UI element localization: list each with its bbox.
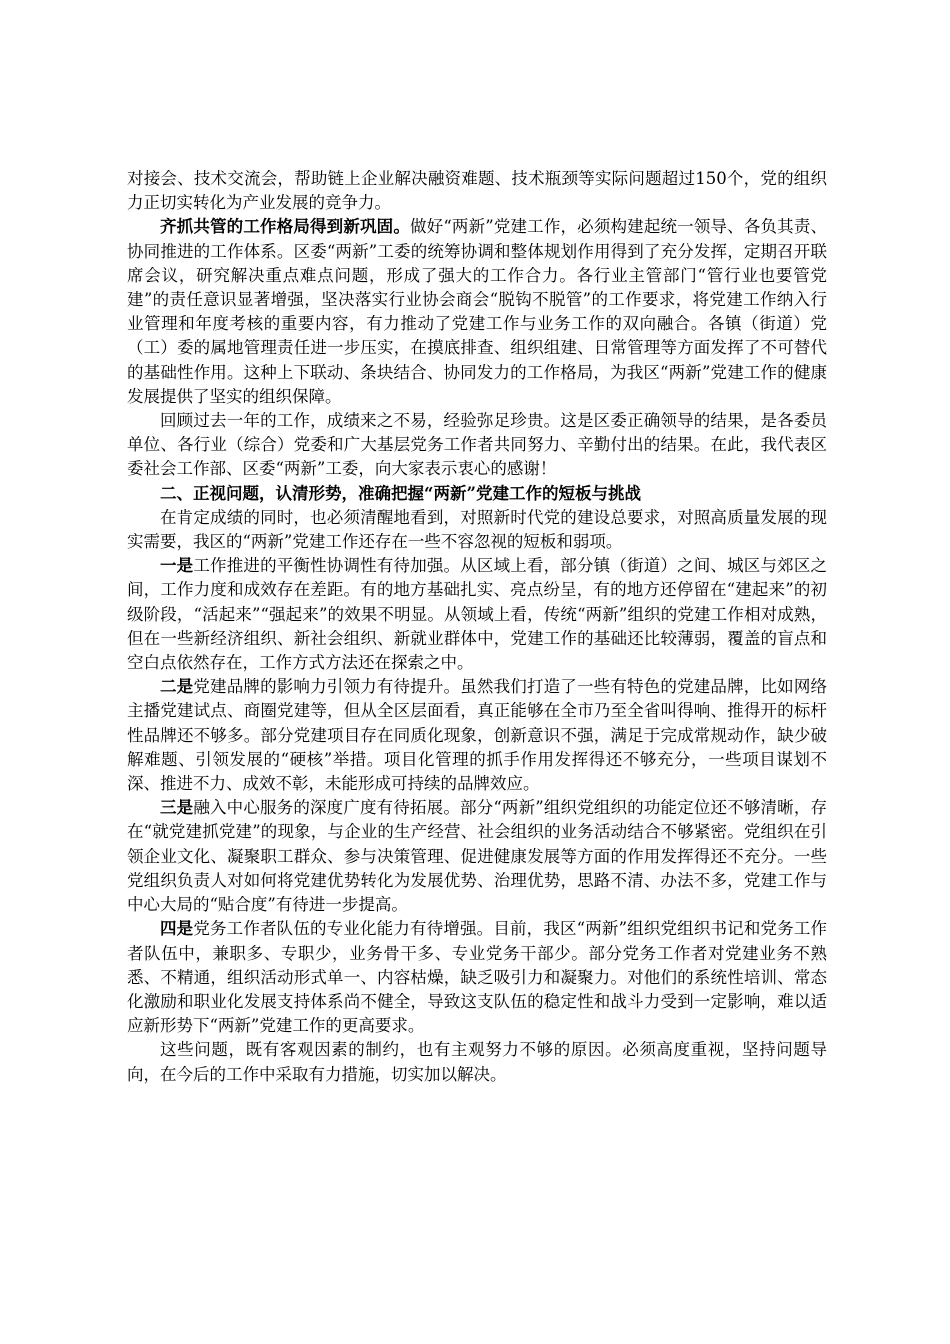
paragraph-lead: 四是 [160,919,194,939]
paragraph-point-three [127,796,827,917]
paragraph-lead: 一是 [160,556,194,576]
paragraph-point-two [127,675,827,796]
paragraph-point-four [127,917,827,1038]
paragraph-text: 做好“两新”党建工作，必须构建起统一领导、各负其责、协同推进的工作体系。区委“两新”工委的统筹协调和整体规划作用得到了充分发挥，定期召开联席会议，研究解决重点难点问题，形成了强大的工作合力。各行业主管部门“管行业也要管党建”的责任意识显著增强，坚决落实行业协会商会“脱钩不脱管”的工作要求，将党建工作纳入行业管理和年度考核的重要内容，有力推动了党建工作与业务工作的双向融合。各镇（街道）党（工）委的属地管理责任进一步压实，在摸底排查、组织组建、日常管理等方面发挥了不可替代的基础性作用。这种上下联动、条块结合、协同发力的工作格局，为我区“两新”党建工作的健康发展提供了坚实的组织保障。 [127,217,827,406]
paragraph-text: 对接会、技术交流会，帮助链上企业解决融资难题、技术瓶颈等实际问题超过150个，党的组织力正切实转化为产业发展的竞争力。 [127,169,827,213]
paragraph-text: 在肯定成绩的同时，也必须清醒地看到，对照新时代党的建设总要求，对照高质量发展的现实需要，我区的“两新”党建工作还存在一些不容忽视的短板和弱项。 [127,507,827,552]
paragraph-text: 党务工作者队伍的专业化能力有待增强。目前，我区“两新”组织党组织书记和党务工作者队伍中，兼职多、专职少，业务骨干多、专业党务干部少。部分党务工作者对党建业务不熟悉、不精通，组织活动形式单一、内容枯燥，缺乏吸引力和凝聚力。对他们的系统性培训、常态化激励和职业化发展支持体系尚不健全，导致这支队伍的稳定性和战斗力受到一定影响，难以适应新形势下“两新”党建工作的更高要求。 [127,919,828,1036]
paragraph-joint-management [127,215,827,409]
paragraph-lead: 齐抓共管的工作格局得到新巩固。 [160,217,410,237]
paragraph-text: 工作推进的平衡性协调性有待加强。从区域上看，部分镇（街道）之间、城区与郊区之间，工作力度和成效存在差距。有的地方基础扎实、亮点纷呈，有的地方还停留在“建起来”的初级阶段，“活起来”“强起来”的效果不明显。从领域上看，传统“两新”组织的党建工作相对成熟，但在一些新经济组织、新社会组织、新就业群体中，党建工作的基础还比较薄弱，覆盖的盲点和空白点依然存在，工作方式方法还在探索之中。 [127,556,828,673]
paragraph-text: 融入中心服务的深度广度有待拓展。部分“两新”组织党组织的功能定位还不够清晰，存在“就党建抓党建”的现象，与企业的生产经营、社会组织的业务活动结合不够紧密。党组织在引领企业文化、凝聚职工群众、参与决策管理、促进健康发展等方面的作用发挥得还不充分。一些党组织负责人对如何将党建优势转化为发展优势、治理优势，思路不清、办法不多，党建工作与中心大局的“贴合度”有待进一步提高。 [127,798,828,915]
section-heading: 二、正视问题，认清形势，准确把握“两新”党建工作的短板与挑战 [160,483,641,503]
paragraph-intro [127,506,827,554]
paragraph-text: 回顾过去一年的工作，成绩来之不易，经验弥足珍贵。这是区委正确领导的结果，是各委员单位、各行业（综合）党委和广大基层党务工作者共同努力、辛勤付出的结果。在此，我代表区委社会工作部、区委“两新”工委，向大家表示衷心的感谢！ [127,411,827,479]
paragraph-lead: 二是 [160,677,194,697]
paragraph-review [127,409,827,482]
paragraph-point-one [127,554,827,675]
paragraph-text: 党建品牌的影响力引领力有待提升。虽然我们打造了一些有特色的党建品牌，比如网络主播党建试点、商圈党建等，但从全区层面看，真正能够在全市乃至全省叫得响、推得开的标杆性品牌还不够多。部分党建项目存在同质化现象，创新意识不强，满足于完成常规动作，缺少破解难题、引领发展的“硬核”举措。项目化管理的抓手作用发挥得还不够充分，一些项目谋划不深、推进不力、成效不彰，未能形成可持续的品牌效应。 [127,677,828,794]
paragraph-text: 这些问题，既有客观因素的制约，也有主观努力不够的原因。必须高度重视，坚持问题导向，在今后的工作中采取有力措施，切实加以解决。 [127,1040,827,1084]
document-page [127,167,827,1087]
paragraph-lead: 三是 [160,798,194,818]
paragraph-continuation [127,167,827,215]
paragraph-conclusion [127,1038,827,1086]
